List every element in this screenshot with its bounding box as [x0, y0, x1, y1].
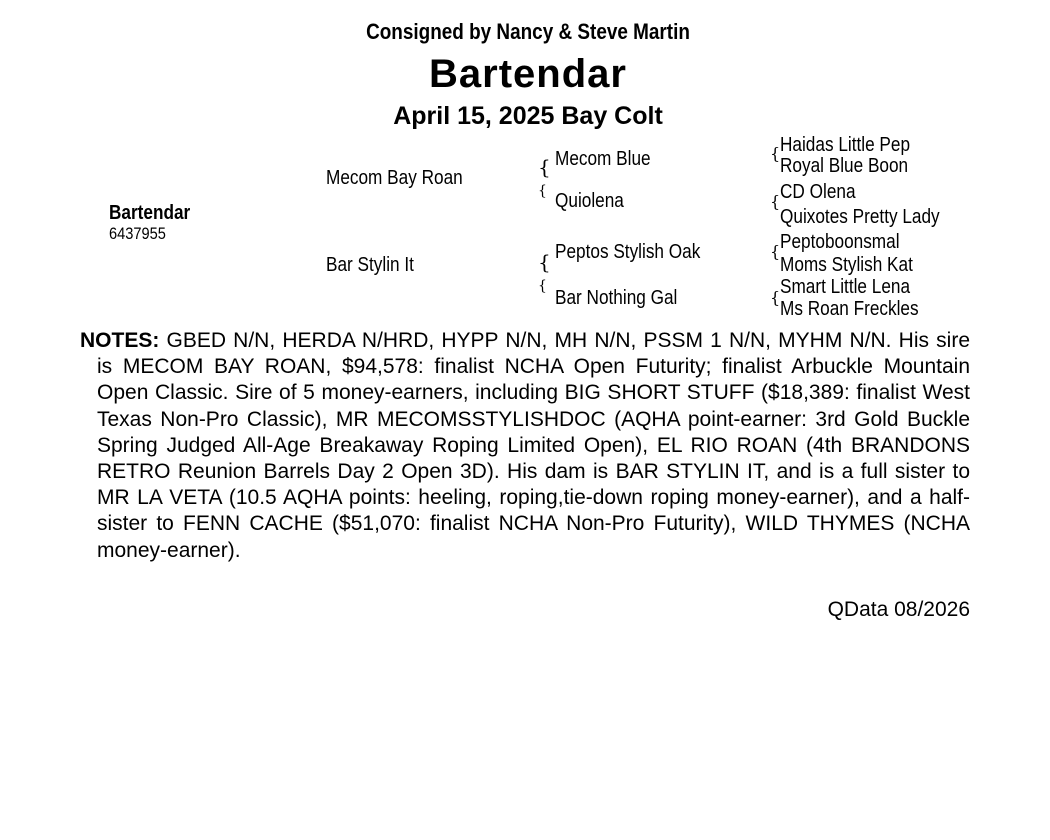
pedigree-ddd: Ms Roan Freckles	[780, 298, 919, 320]
subject-reg-number: 6437955	[109, 224, 166, 243]
pedigree-sss: Haidas Little Pep	[780, 134, 911, 156]
brace-g3-2: {	[770, 192, 781, 211]
pedigree-sire-dam: Quiolena	[555, 190, 624, 212]
notes-label: NOTES:	[80, 329, 160, 352]
brace-sire-upper: {	[538, 155, 551, 179]
brace-g3-4: {	[770, 288, 781, 307]
pedigree-sire: Mecom Bay Roan	[326, 167, 463, 189]
pedigree-sdd: Quixotes Pretty Lady	[780, 206, 940, 228]
pedigree-dsd: Moms Stylish Kat	[780, 254, 913, 276]
notes-paragraph	[80, 328, 970, 564]
horse-name-title: Bartendar	[429, 52, 627, 96]
pedigree-dam-dam: Bar Nothing Gal	[555, 287, 678, 309]
pedigree-dam: Bar Stylin It	[326, 254, 414, 276]
brace-g3-3: {	[770, 242, 781, 261]
notes-text: GBED N/N, HERDA N/HRD, HYPP N/N, MH N/N, PSSM 1 N/N, MYHM N/N. His sire is MECOM BAY ROAN, $94,578: finalist NCHA Open Futurity; finalist Arbuckle Mountain Open Classic. Sire of 5 money-earners, including BIG SHORT STUFF ($18,389: finalist West Texas Non-Pro Classic), MR MECOMSSTYLISHDOC (AQHA point-earner: 3rd Gold Buckle Spring Judged All-Age Breakaway Roping Limited Open), EL RIO ROAN (4th BRANDONS RETRO Reunion Barrels Day 2 Open 3D). His dam is BAR STYLIN IT, and is a full sister to MR LA VETA (10.5 AQHA points: heeling, roping,tie-down roping money-earner), and a half-sister to FENN CACHE ($51,070: finalist NCHA Non-Pro Futurity), WILD THYMES (NCHA money-earner).	[97, 329, 970, 562]
brace-dam-upper: {	[538, 250, 551, 274]
brace-dam-lower: {	[538, 278, 547, 294]
pedigree-dds: Smart Little Lena	[780, 276, 911, 298]
brace-sire-lower: {	[538, 183, 547, 199]
brace-g3-1: {	[770, 144, 781, 163]
birth-info: April 15, 2025 Bay Colt	[393, 102, 663, 130]
pedigree-dss: Peptoboonsmal	[780, 231, 900, 253]
consigner-line: Consigned by Nancy & Steve Martin	[366, 19, 690, 44]
pedigree-ssd: Royal Blue Boon	[780, 155, 909, 177]
pedigree-sds: CD Olena	[780, 181, 856, 203]
data-source-footer: QData 08/2026	[827, 598, 970, 621]
pedigree-dam-sire: Peptos Stylish Oak	[555, 241, 701, 263]
subject-name: Bartendar	[109, 202, 191, 224]
pedigree-sire-sire: Mecom Blue	[555, 148, 651, 170]
